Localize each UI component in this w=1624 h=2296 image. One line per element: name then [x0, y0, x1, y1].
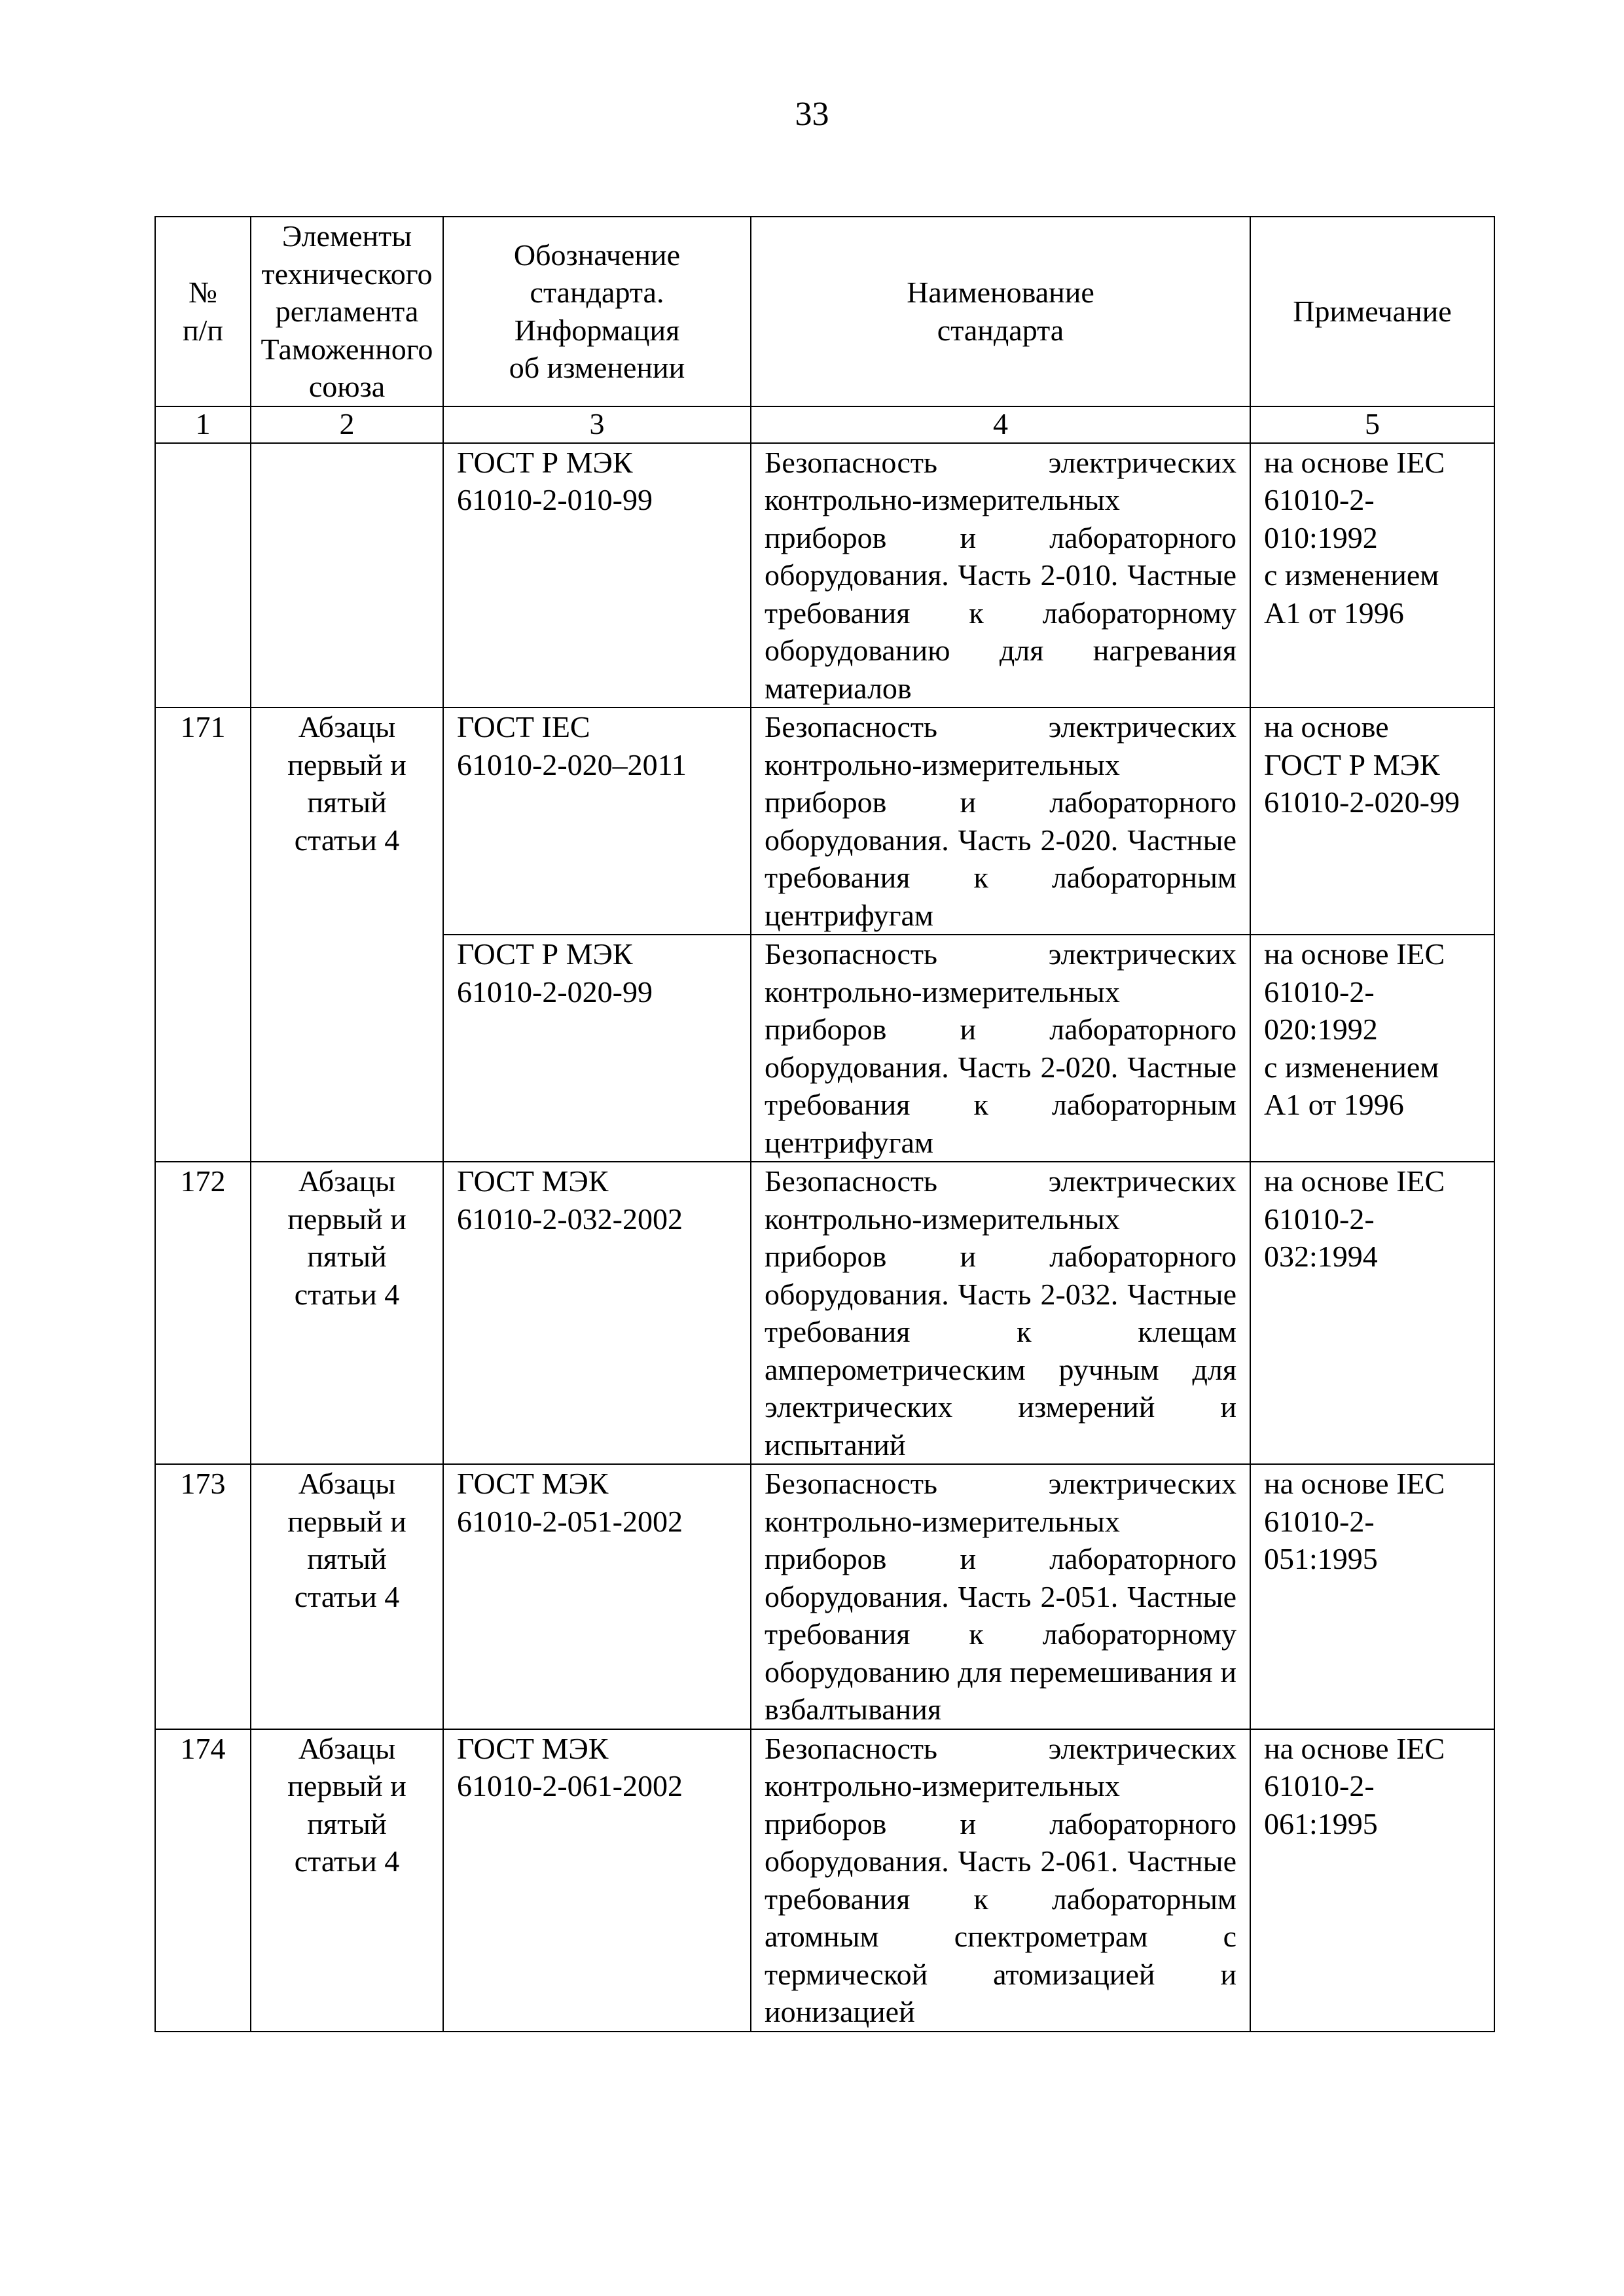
standard-note: на основе IEC 61010-2-051:1995 [1250, 1464, 1494, 1729]
row-number: 173 [155, 1464, 251, 1729]
standard-designation: ГОСТ МЭК 61010-2-032-2002 [443, 1162, 751, 1464]
column-number: 4 [751, 406, 1250, 443]
standard-note: на основе ГОСТ Р МЭК 61010-2-020-99 [1250, 708, 1494, 935]
header-cell [1250, 217, 1494, 406]
column-number: 2 [251, 406, 443, 443]
standard-name: Безопасность электрических контрольно-измерительных приборов и лабораторного оборудования. Часть 2-051. Частные требования к лабораторному оборудованию для перемешивания и взбалтывания [751, 1464, 1250, 1729]
page-number: 33 [795, 96, 829, 133]
standards-table [154, 216, 1495, 2032]
standard-note: на основе IEC 61010-2-061:1995 [1250, 1729, 1494, 2032]
standard-designation: ГОСТ IEC 61010-2-020–2011 [443, 708, 751, 935]
header-label: Примечание [1293, 295, 1452, 328]
header-label: Обозначение стандарта. Информация об изменении [509, 238, 685, 385]
regulation-element: Абзацы первый и пятый статьи 4 [251, 1464, 443, 1729]
standard-designation: ГОСТ Р МЭК 61010-2-020-99 [443, 935, 751, 1162]
regulation-element: Абзацы первый и пятый статьи 4 [251, 1162, 443, 1464]
table-row [155, 443, 1494, 708]
header-cell [251, 217, 443, 406]
standard-note: на основе IEC 61010-2-032:1994 [1250, 1162, 1494, 1464]
header-cell [443, 217, 751, 406]
row-number [155, 443, 251, 708]
standard-name: Безопасность электрических контрольно-измерительных приборов и лабораторного оборудования. Часть 2-020. Частные требования к лабораторным центрифугам [751, 935, 1250, 1162]
standard-name: Безопасность электрических контрольно-измерительных приборов и лабораторного оборудования. Часть 2-010. Частные требования к лабораторному оборудованию для нагревания материалов [751, 443, 1250, 708]
standard-designation: ГОСТ Р МЭК 61010-2-010-99 [443, 443, 751, 708]
table-row [155, 1729, 1494, 2032]
header-label: Наименование стандарта [907, 276, 1094, 347]
table-row [155, 1464, 1494, 1729]
standard-name: Безопасность электрических контрольно-измерительных приборов и лабораторного оборудования. Часть 2-061. Частные требования к лабораторным атомным спектрометрам с термической атомизацией и ионизацией [751, 1729, 1250, 2032]
table-row [155, 1162, 1494, 1464]
header-cell [751, 217, 1250, 406]
standard-designation: ГОСТ МЭК 61010-2-061-2002 [443, 1729, 751, 2032]
regulation-element [251, 443, 443, 708]
regulation-element: Абзацы первый и пятый статьи 4 [251, 708, 443, 1162]
standard-name: Безопасность электрических контрольно-измерительных приборов и лабораторного оборудования. Часть 2-032. Частные требования к клещам амперометрическим ручным для электрических измерений и испытаний [751, 1162, 1250, 1464]
column-number: 5 [1250, 406, 1494, 443]
standard-name: Безопасность электрических контрольно-измерительных приборов и лабораторного оборудования. Часть 2-020. Частные требования к лабораторным центрифугам [751, 708, 1250, 935]
header-cell [155, 217, 251, 406]
column-number: 3 [443, 406, 751, 443]
standard-note: на основе IEC 61010-2-020:1992 с изменением А1 от 1996 [1250, 935, 1494, 1162]
row-number: 171 [155, 708, 251, 1162]
header-label: № п/п [182, 276, 223, 347]
table-header-row [155, 217, 1494, 406]
standard-designation: ГОСТ МЭК 61010-2-051-2002 [443, 1464, 751, 1729]
column-number: 1 [155, 406, 251, 443]
regulation-element: Абзацы первый и пятый статьи 4 [251, 1729, 443, 2032]
row-number: 174 [155, 1729, 251, 2032]
column-number-row [155, 406, 1494, 443]
row-number: 172 [155, 1162, 251, 1464]
standard-note: на основе IEC 61010-2-010:1992 с изменением А1 от 1996 [1250, 443, 1494, 708]
table-row [155, 708, 1494, 935]
header-label: Элементы технического регламента Таможенного союза [261, 219, 433, 403]
